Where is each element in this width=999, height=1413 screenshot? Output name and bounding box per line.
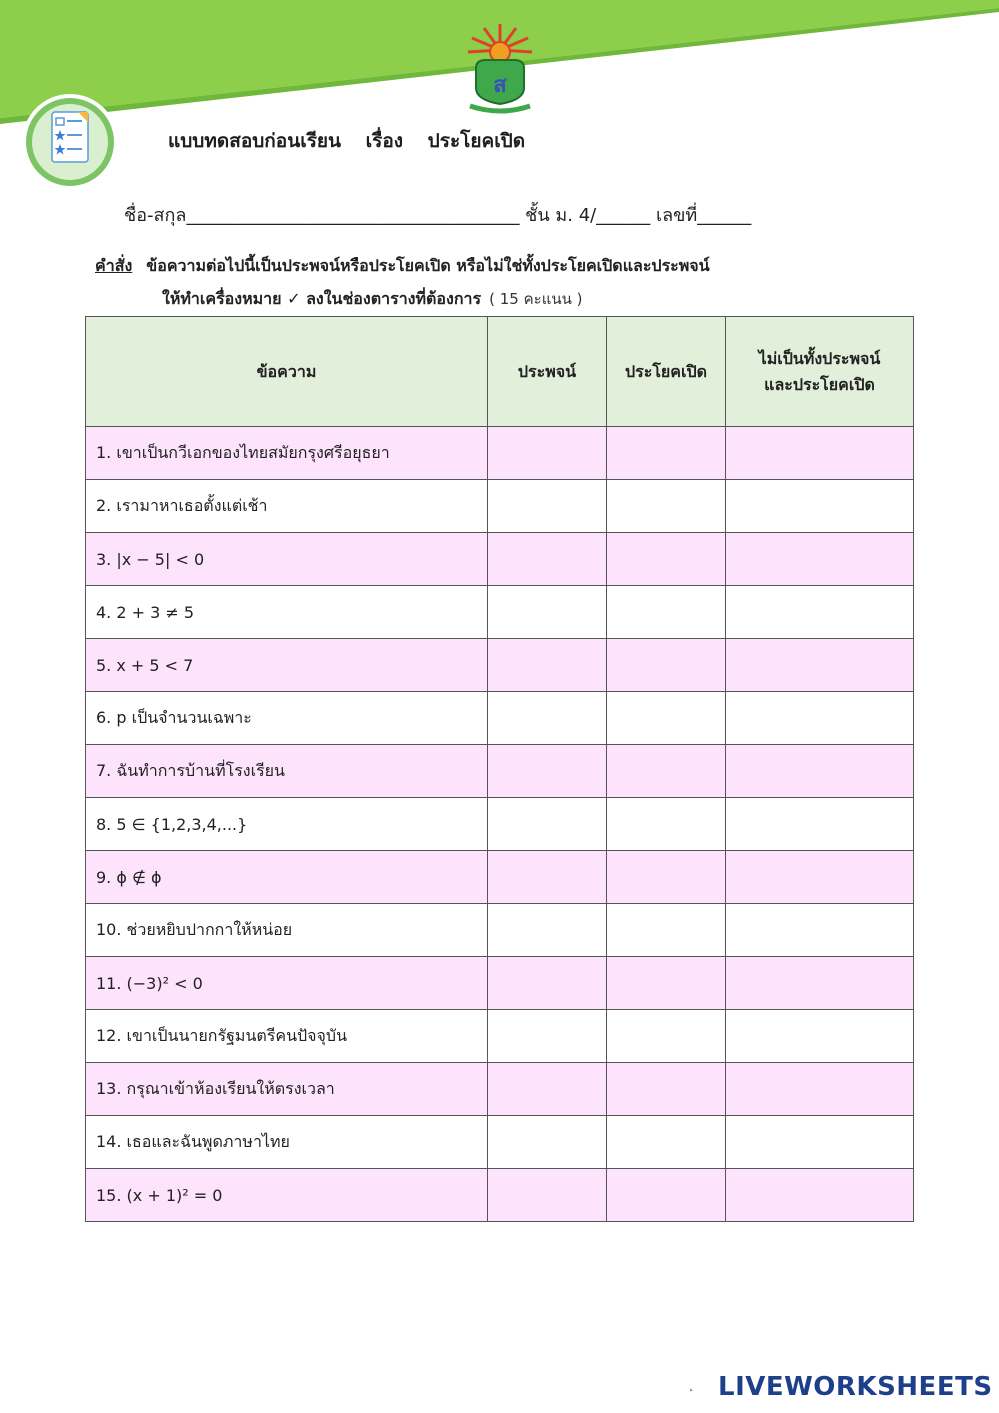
neither-check-cell[interactable] [726,1116,914,1169]
statement-cell: 8. 5 ∈ {1,2,3,4,...} [86,798,488,851]
statement-cell: 5. x + 5 < 7 [86,639,488,692]
statement-cell: 11. (−3)² < 0 [86,957,488,1010]
open-sentence-check-cell[interactable] [607,533,726,586]
table-row [86,427,914,480]
table-row [86,904,914,957]
header-open-sentence: ประโยคเปิด [607,317,726,427]
title-part-1: แบบทดสอบก่อนเรียน [168,130,342,152]
neither-check-cell[interactable] [726,1010,914,1063]
proposition-check-cell[interactable] [488,427,607,480]
open-sentence-check-cell[interactable] [607,639,726,692]
table-row [86,957,914,1010]
statement-cell: 9. ϕ ∉ ϕ [86,851,488,904]
proposition-check-cell[interactable] [488,745,607,798]
neither-check-cell[interactable] [726,692,914,745]
open-sentence-check-cell[interactable] [607,692,726,745]
statement-cell: 6. p เป็นจำนวนเฉพาะ [86,692,488,745]
title-part-3: ประโยคเปิด [427,130,526,152]
table-row [86,1010,914,1063]
proposition-check-cell[interactable] [488,1010,607,1063]
open-sentence-check-cell[interactable] [607,851,726,904]
header-neither [726,317,914,427]
instructions-label: คำสั่ง [95,256,133,275]
table-row [86,586,914,639]
instructions-line-2 [162,287,583,312]
open-sentence-check-cell[interactable] [607,1116,726,1169]
table-row [86,533,914,586]
statement-cell: 1. เขาเป็นกวีเอกของไทยสมัยกรุงศรีอยุธยา [86,427,488,480]
proposition-check-cell[interactable] [488,480,607,533]
open-sentence-check-cell[interactable] [607,1010,726,1063]
open-sentence-check-cell[interactable] [607,427,726,480]
proposition-check-cell[interactable] [488,798,607,851]
neither-check-cell[interactable] [726,1063,914,1116]
open-sentence-check-cell[interactable] [607,480,726,533]
header-statement: ข้อความ [86,317,488,427]
table-row [86,1169,914,1222]
answer-table [85,316,914,1222]
statement-cell: 4. 2 + 3 ≠ 5 [86,586,488,639]
neither-check-cell[interactable] [726,586,914,639]
instructions-line-1 [95,254,710,279]
neither-check-cell[interactable] [726,745,914,798]
instructions-text-1: ข้อความต่อไปนี้เป็นประพจน์หรือประโยคเปิด หรือไม่ใช่ทั้งประโยคเปิดและประพจน์ [146,256,710,275]
statement-cell: 12. เขาเป็นนายกรัฐมนตรีคนปัจจุบัน [86,1010,488,1063]
open-sentence-check-cell[interactable] [607,904,726,957]
table-row [86,1116,914,1169]
open-sentence-check-cell[interactable] [607,957,726,1010]
table-header-row [86,317,914,427]
table-row [86,480,914,533]
open-sentence-check-cell[interactable] [607,1169,726,1222]
student-info-line[interactable]: ชื่อ-สกุล_____________________________________ ชั้น ม. 4/______ เลขที่______ [124,205,752,226]
liveworksheets-logo-icon [690,1377,716,1403]
open-sentence-check-cell[interactable] [607,745,726,798]
table-row [86,639,914,692]
instructions-text-2: ให้ทำเครื่องหมาย ✓ ลงในช่องตารางที่ต้องการ [162,289,482,308]
worksheet-icon [20,92,120,192]
table-row [86,798,914,851]
title-part-2: เรื่อง [365,130,404,152]
statement-cell: 3. |x − 5| < 0 [86,533,488,586]
neither-check-cell[interactable] [726,427,914,480]
header-proposition: ประพจน์ [488,317,607,427]
neither-check-cell[interactable] [726,533,914,586]
open-sentence-check-cell[interactable] [607,1063,726,1116]
proposition-check-cell[interactable] [488,533,607,586]
neither-check-cell[interactable] [726,798,914,851]
table-row [86,1063,914,1116]
statement-cell: 10. ช่วยหยิบปากกาให้หน่อย [86,904,488,957]
table-row [86,692,914,745]
header-neither-line-1: ไม่เป็นทั้งประพจน์ [758,348,881,368]
open-sentence-check-cell[interactable] [607,586,726,639]
proposition-check-cell[interactable] [488,1116,607,1169]
proposition-check-cell[interactable] [488,692,607,745]
table-row [86,851,914,904]
neither-check-cell[interactable] [726,904,914,957]
neither-check-cell[interactable] [726,957,914,1010]
worksheet-title [168,126,543,156]
neither-check-cell[interactable] [726,480,914,533]
proposition-check-cell[interactable] [488,957,607,1010]
statement-cell: 13. กรุณาเข้าห้องเรียนให้ตรงเวลา [86,1063,488,1116]
proposition-check-cell[interactable] [488,586,607,639]
statement-cell: 14. เธอและฉันพูดภาษาไทย [86,1116,488,1169]
proposition-check-cell[interactable] [488,1063,607,1116]
proposition-check-cell[interactable] [488,639,607,692]
statement-cell: 7. ฉันทำการบ้านที่โรงเรียน [86,745,488,798]
proposition-check-cell[interactable] [488,1169,607,1222]
liveworksheets-brand: LIVEWORKSHEETS [718,1372,993,1402]
proposition-check-cell[interactable] [488,904,607,957]
svg-text:ส: ส [493,73,507,98]
neither-check-cell[interactable] [726,639,914,692]
score-note: ( 15 คะแนน ) [489,290,583,308]
statement-cell: 2. เรามาหาเธอตั้งแต่เช้า [86,480,488,533]
proposition-check-cell[interactable] [488,851,607,904]
open-sentence-check-cell[interactable] [607,798,726,851]
table-row [86,745,914,798]
neither-check-cell[interactable] [726,1169,914,1222]
header-neither-line-2: และประโยคเปิด [764,374,875,394]
school-emblem-icon [462,20,538,116]
neither-check-cell[interactable] [726,851,914,904]
statement-cell: 15. (x + 1)² = 0 [86,1169,488,1222]
